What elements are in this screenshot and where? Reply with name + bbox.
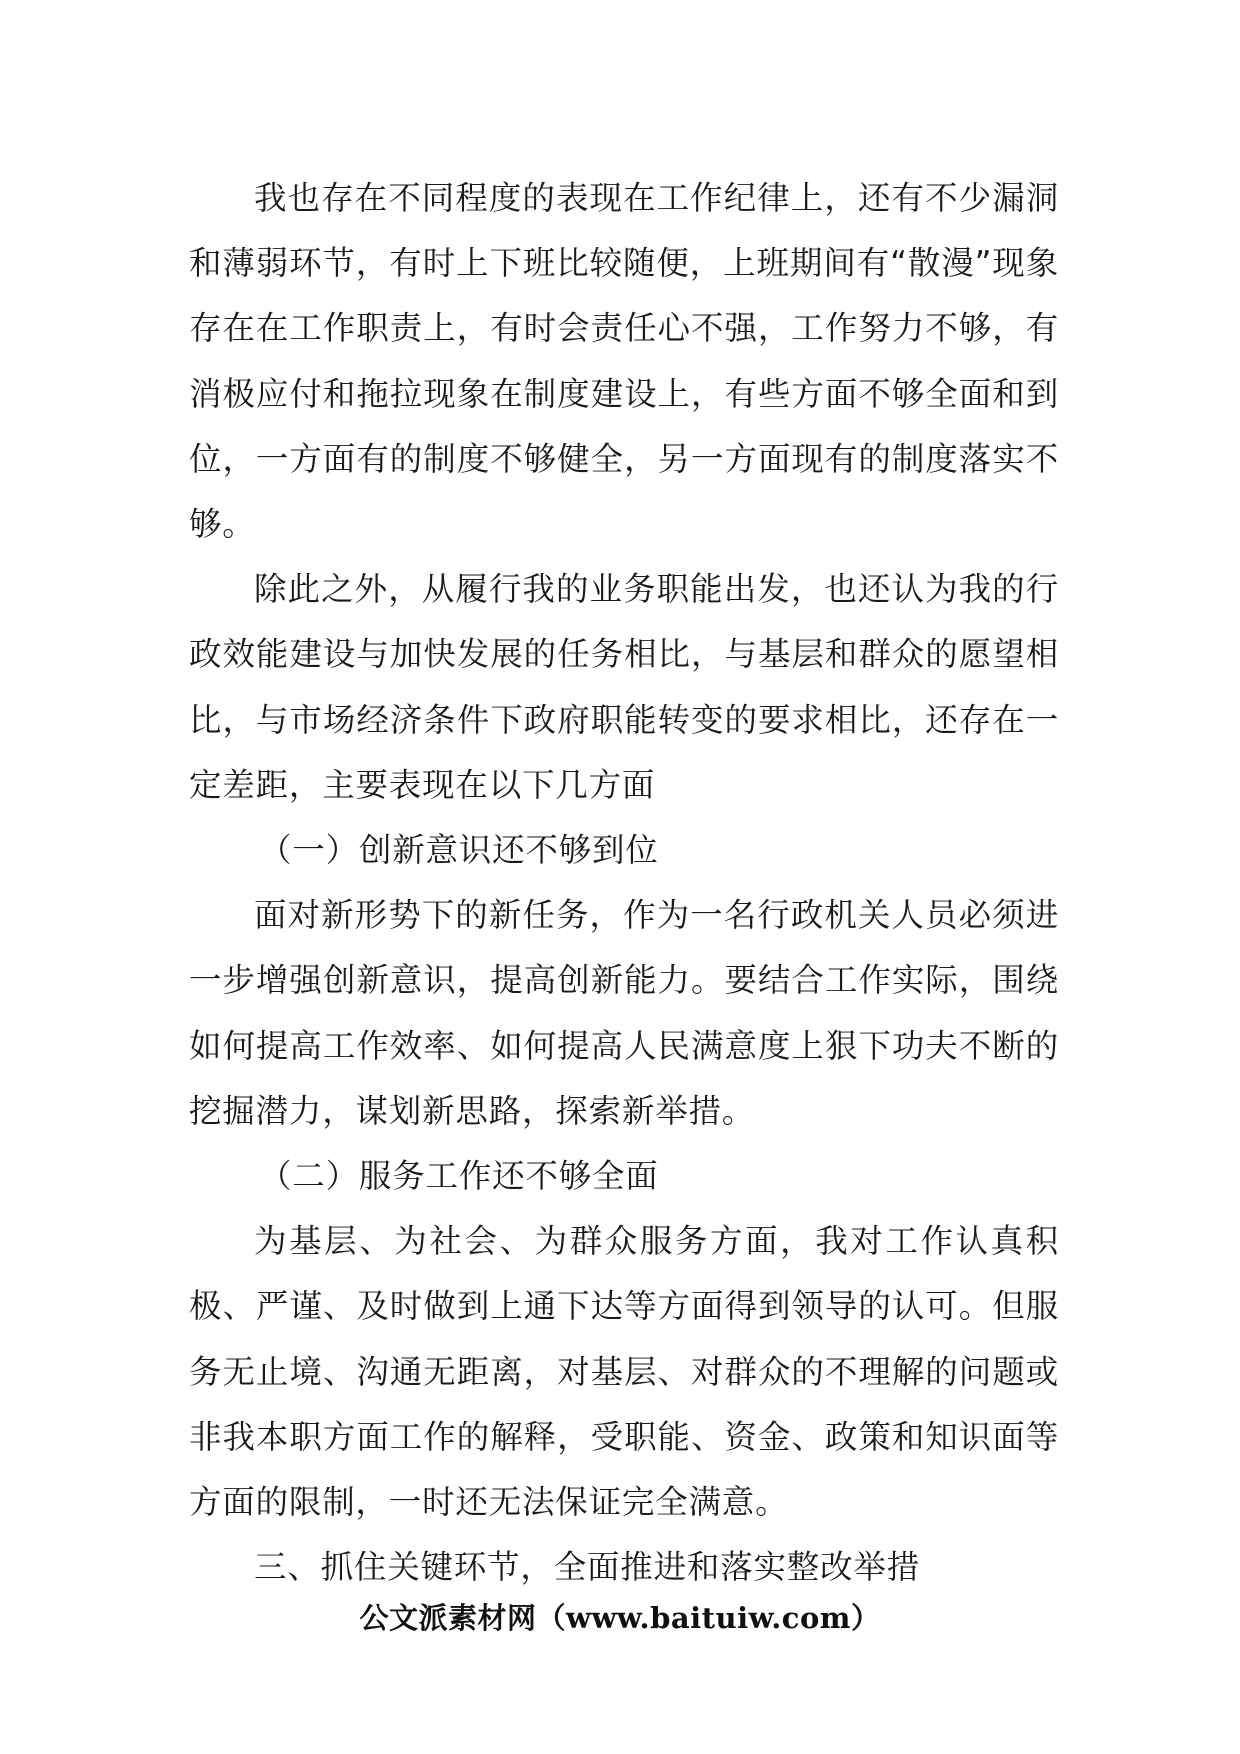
section-heading: （二）服务工作还不够全面 (259, 1157, 659, 1196)
body-paragraph: 为基层、为社会、为群众服务方面，我对工作认真积极、严谨、及时做到上通下达等方面得到领导的认可。但服务无止境、沟通无距离，对基层、对群众的不理解的问题或非我本职方面工作的解释，受职能、资金、政策和知识面等方面的限制，一时还无法保证完全满意。 (189, 1222, 1059, 1522)
body-paragraph: 我也存在不同程度的表现在工作纪律上，还有不少漏洞和薄弱环节，有时上下班比较随便，上班期间有“散漫”现象存在在工作职责上，有时会责任心不强，工作努力不够，有消极应付和拖拉现象在制度建设上，有些方面不够全面和到位，一方面有的制度不够健全，另一方面现有的制度落实不够。 (189, 179, 1059, 544)
body-paragraph: 面对新形势下的新任务，作为一名行政机关人员必须进一步增强创新意识，提高创新能力。要结合工作实际，围绕如何提高工作效率、如何提高人民满意度上狠下功夫不断的挖掘潜力，谋划新思路，探索新举措。 (189, 896, 1059, 1130)
source-footer: 公文派素材网（www.baituiw.com） (359, 1601, 881, 1635)
section-title: 三、抓住关键环节，全面推进和落实整改举措 (254, 1548, 921, 1587)
document-body (189, 166, 1059, 1600)
body-paragraph: 除此之外，从履行我的业务职能出发，也还认为我的行政效能建设与加快发展的任务相比，与基层和群众的愿望相比，与市场经济条件下政府职能转变的要求相比，还存在一定差距，主要表现在以下几方面 (189, 570, 1059, 804)
section-heading: （一）创新意识还不够到位 (259, 831, 659, 870)
